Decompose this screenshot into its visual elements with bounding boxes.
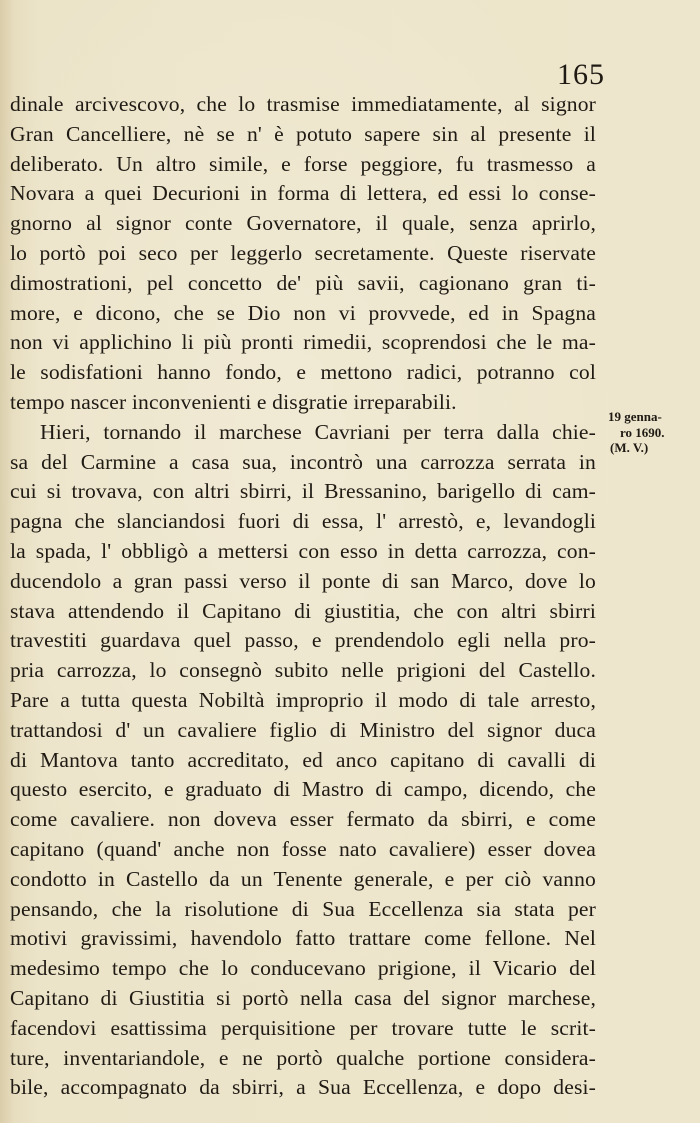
text-line: Capitano di Giustitia si portò nella casa del signor marchese, (10, 985, 596, 1010)
text-line: more, e dicono, che se Dio non vi provvede, ed in Spagna (10, 300, 596, 325)
text-line: la spada, l' obbligò a mettersi con esso in detta carrozza, con- (10, 538, 596, 563)
text-line: stava attendendo il Capitano di giustitia, che con altri sbirri (10, 598, 596, 623)
margin-note-line: 19 genna- (608, 409, 662, 424)
body-text (10, 90, 596, 1103)
text-line: Pare a tutta questa Nobiltà improprio il modo di tale arresto, (10, 687, 596, 712)
text-line: gnorno al signor conte Governatore, il quale, senza aprirlo, (10, 211, 596, 236)
text-line: deliberato. Un altro simile, e forse peggiore, fu trasmesso a (10, 151, 596, 176)
paragraph (10, 90, 596, 418)
margin-note-line: (M. V.) (610, 440, 649, 455)
text-line: come cavaliere. non doveva esser fermato da sbirri, e come (10, 807, 596, 832)
text-line: sa del Carmine a casa sua, incontrò una carrozza serrata in (10, 449, 596, 474)
text-line: questo esercito, e graduato di Mastro di campo, dicendo, che (10, 777, 596, 802)
page-number: 165 (557, 58, 605, 91)
text-line: dimostrationi, pel concetto de' più savii, cagionano gran ti- (10, 270, 596, 295)
text-line: di Mantova tanto accreditato, ed anco capitano di cavalli di (10, 747, 596, 772)
text-line: dinale arcivescovo, che lo trasmise immediatamente, al signor (10, 92, 596, 116)
text-line: capitano (quand' anche non fosse nato cavaliere) esser dovea (10, 836, 596, 861)
text-line: ducendolo a gran passi verso il ponte di san Marco, dove lo (10, 568, 596, 593)
text-line: tempo nascer inconvenienti e disgratie irreparabili. (10, 389, 457, 414)
text-line: motivi gravissimi, havendolo fatto trattare come fellone. Nel (10, 926, 596, 951)
text-line: pria carrozza, lo consegnò subito nelle prigioni del Castello. (10, 658, 596, 683)
text-line: facendovi esattissima perquisitione per trovare tutte le scrit- (10, 1015, 596, 1040)
text-line: le sodisfationi hanno fondo, e mettono radici, potranno col (10, 360, 596, 385)
text-line: ture, inventariandole, e ne portò qualche portione considera- (10, 1045, 596, 1070)
text-line: medesimo tempo che lo conducevano prigione, il Vicario del (10, 956, 596, 981)
text-line: pagna che slanciandosi fuori di essa, l' arrestò, e, levandogli (10, 509, 596, 534)
text-line: bile, accompagnato da sbirri, a Sua Eccellenza, e dopo desi- (10, 1075, 596, 1100)
text-line: travestiti guardava quel passo, e prendendolo egli nella pro- (10, 628, 596, 653)
text-line: lo portò poi seco per leggerlo secretamente. Queste riservate (10, 240, 596, 265)
margin-note-line: ro 1690. (620, 424, 665, 440)
text-line: Hieri, tornando il marchese Cavriani per terra dalla chie- (40, 419, 596, 444)
text-line: condotto in Castello da un Tenente generale, e per ciò vanno (10, 866, 596, 891)
text-line: cui si trovava, con altri sbirri, il Bressanino, barigello di cam- (10, 479, 596, 504)
text-line: pensando, che la risolutione di Sua Eccellenza sia stata per (10, 896, 596, 921)
paragraph (10, 418, 596, 1103)
text-line: non vi applichino li più pronti rimedii, scoprendosi che le ma- (10, 330, 596, 355)
text-line: Gran Cancelliere, nè se n' è potuto sapere sin al presente il (10, 121, 596, 146)
text-line: trattandosi d' un cavaliere figlio di Ministro del signor duca (10, 717, 596, 742)
text-line: Novara a quei Decurioni in forma di lettera, ed essi lo conse- (10, 181, 596, 206)
margin-date-note (608, 409, 698, 456)
